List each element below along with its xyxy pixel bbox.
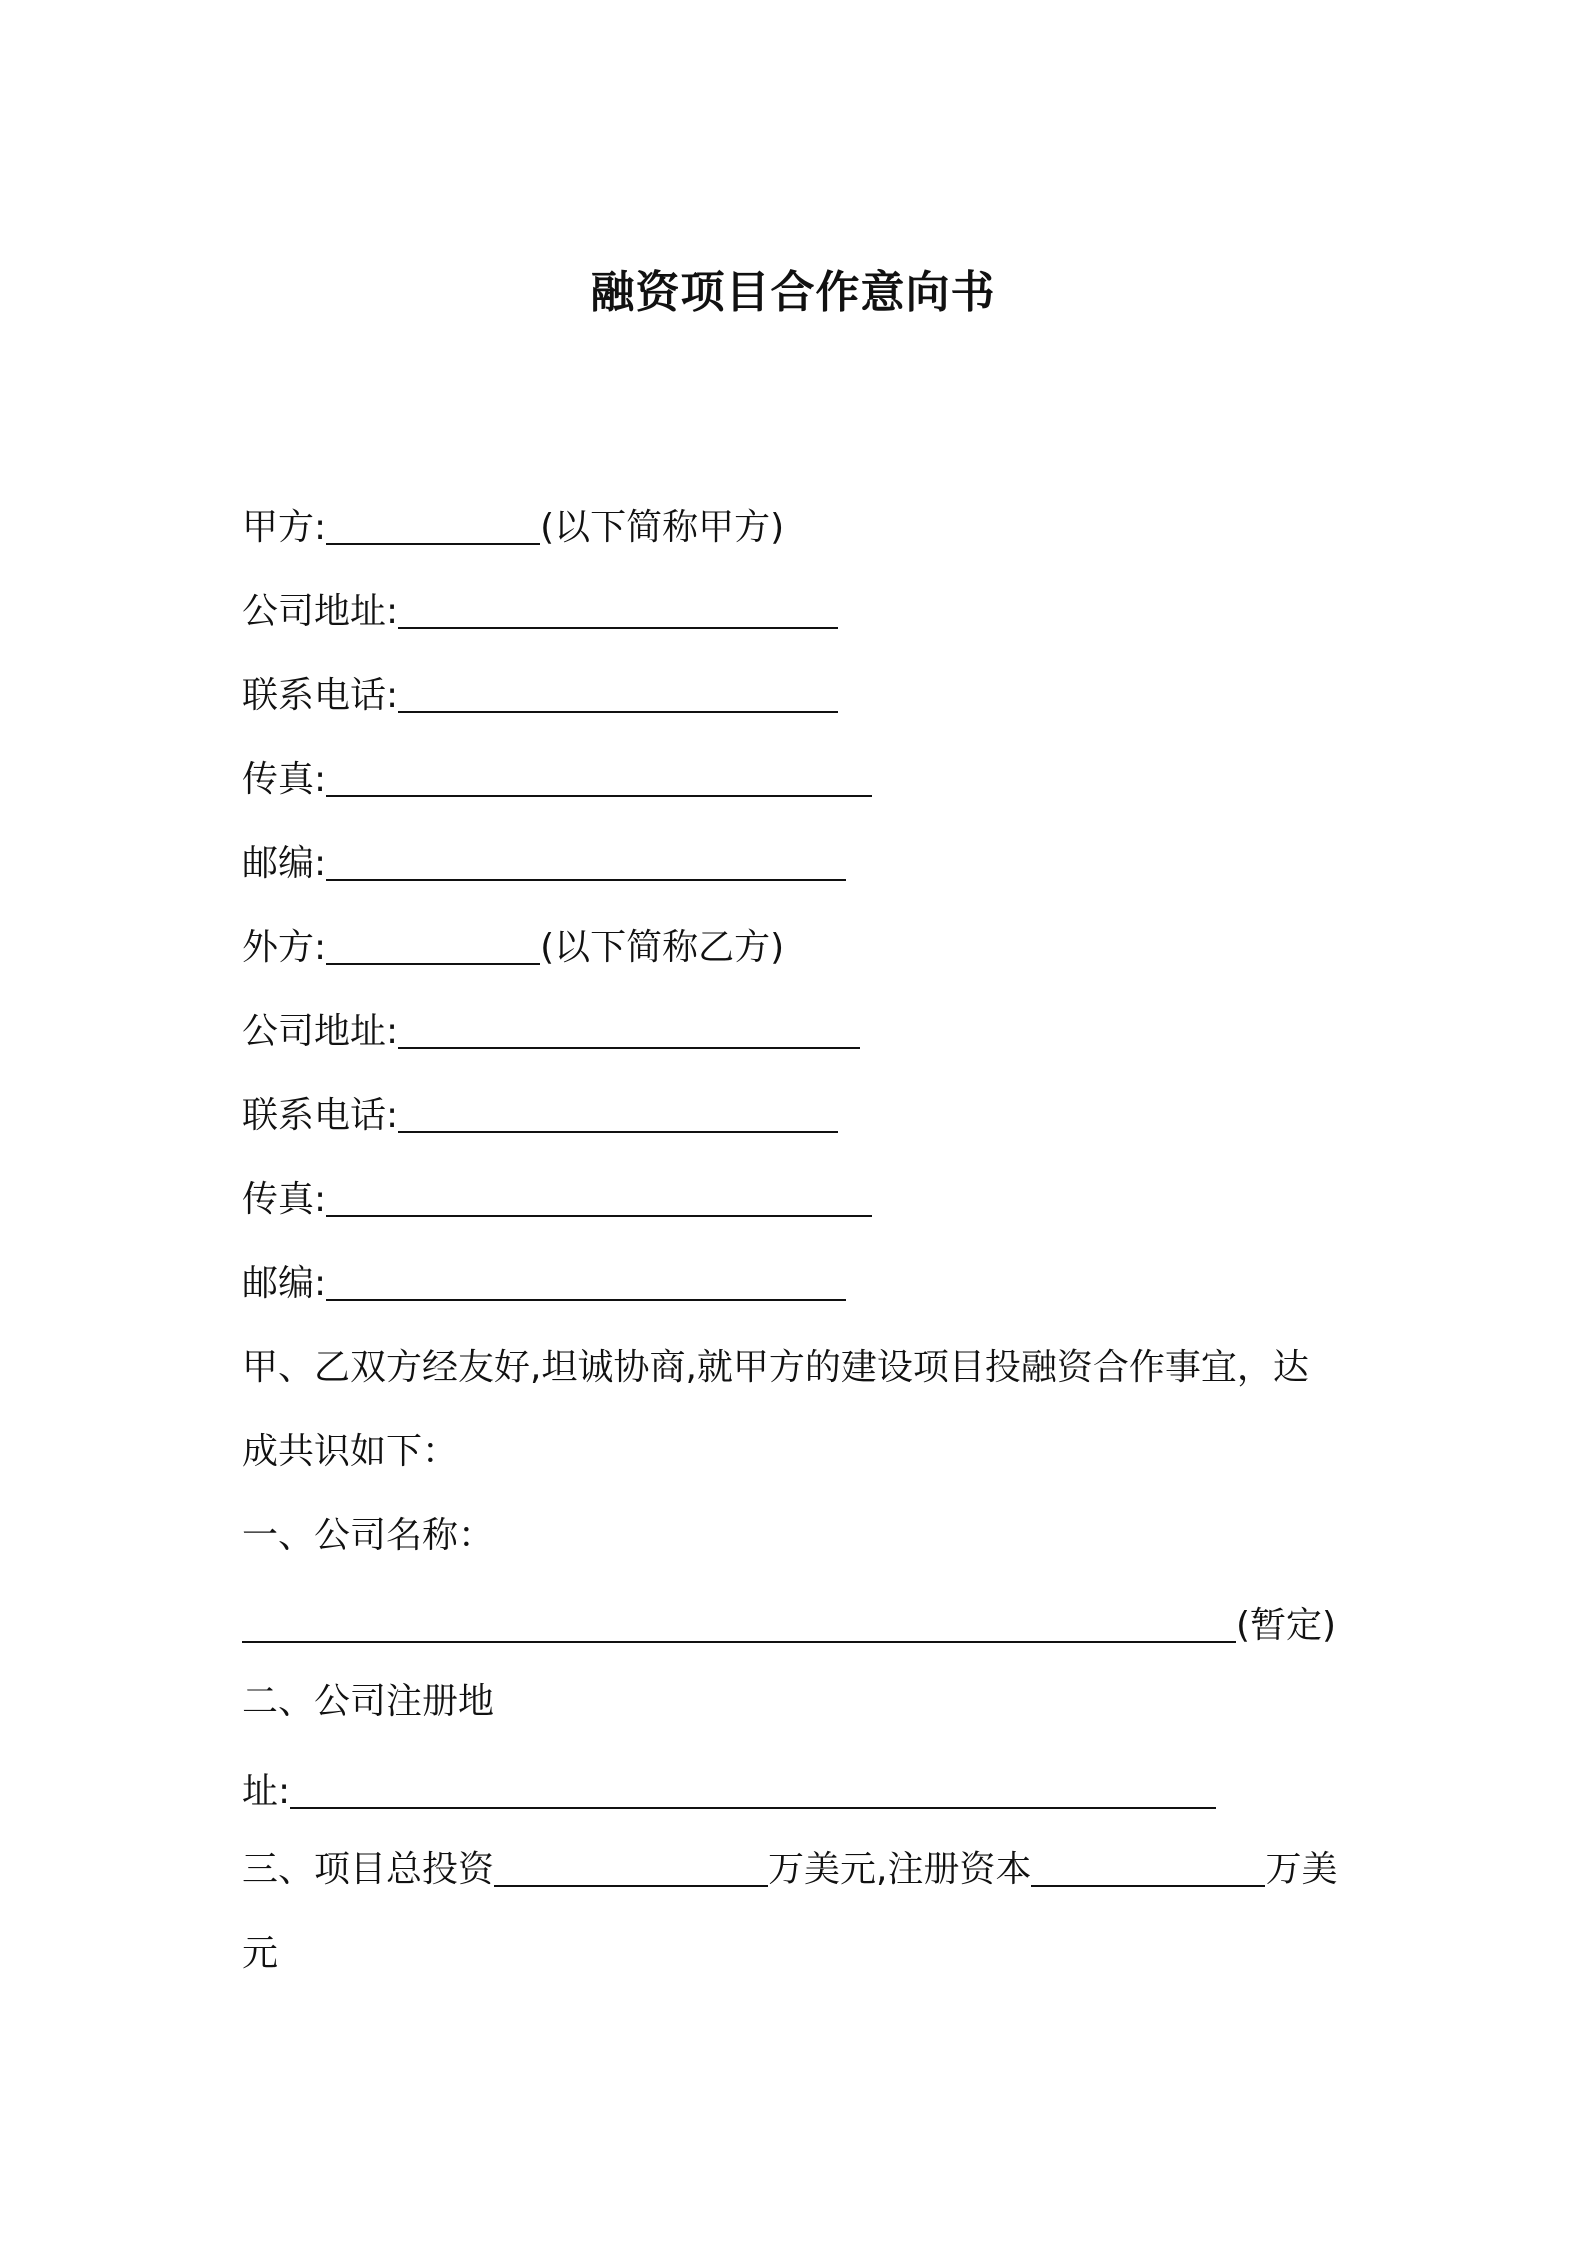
party-a-address-line — [242, 584, 838, 640]
party-a-name-suffix: (以下简称甲方) — [540, 507, 785, 548]
clause-2-heading: 二、公司注册地 — [242, 1681, 495, 1722]
clause-1-company-name-blank — [242, 1601, 1236, 1643]
party-b-name-line — [242, 920, 784, 976]
party-b-name-label: 外方: — [242, 927, 327, 968]
party-b-address-line — [242, 1004, 860, 1060]
party-a-name-blank — [326, 503, 540, 545]
party-b-postcode-label: 邮编: — [242, 1263, 327, 1304]
party-a-phone-label: 联系电话: — [242, 675, 399, 716]
clause-3-capital-blank — [1031, 1845, 1265, 1887]
intro-line-1: 甲、乙双方经友好,坦诚协商,就甲方的建设项目投融资合作事宜，达 — [242, 1347, 1309, 1388]
clause-2-address-blank — [290, 1767, 1216, 1809]
party-b-phone-blank — [398, 1091, 838, 1133]
party-a-phone-blank — [398, 671, 838, 713]
party-b-phone-label: 联系电话: — [242, 1095, 399, 1136]
party-b-address-label: 公司地址: — [242, 1011, 399, 1052]
party-a-fax-blank — [326, 755, 872, 797]
clause-1-suffix: (暂定) — [1236, 1605, 1337, 1646]
party-a-address-label: 公司地址: — [242, 591, 399, 632]
clause-3-investment-blank — [494, 1845, 768, 1887]
party-a-fax-line — [242, 752, 872, 808]
clause-3-wrap: 元 — [242, 1933, 279, 1974]
clause-3-middle: 万美元,注册资本 — [768, 1849, 1032, 1890]
party-b-fax-line — [242, 1172, 872, 1228]
clause-2-label: 址: — [242, 1771, 291, 1812]
party-a-phone-line — [242, 668, 838, 724]
party-b-postcode-blank — [326, 1259, 846, 1301]
clause-1-fill-line — [242, 1598, 1336, 1654]
party-a-fax-label: 传真: — [242, 759, 327, 800]
party-a-name-label: 甲方: — [242, 507, 327, 548]
document-title: 融资项目合作意向书 — [590, 267, 996, 318]
party-a-address-blank — [398, 587, 838, 629]
party-b-address-blank — [398, 1007, 860, 1049]
party-b-fax-blank — [326, 1175, 872, 1217]
party-a-postcode-blank — [326, 839, 846, 881]
clause-3-prefix: 三、项目总投资 — [242, 1849, 495, 1890]
party-a-postcode-label: 邮编: — [242, 843, 327, 884]
party-b-fax-label: 传真: — [242, 1179, 327, 1220]
party-a-postcode-line — [242, 836, 846, 892]
party-a-name-line — [242, 500, 784, 556]
clause-3-line — [242, 1842, 1337, 1898]
clause-3-suffix: 万美 — [1265, 1849, 1338, 1890]
party-b-name-suffix: (以下简称乙方) — [540, 927, 785, 968]
party-b-name-blank — [326, 923, 540, 965]
party-b-postcode-line — [242, 1256, 846, 1312]
clause-2-fill-line — [242, 1764, 1216, 1820]
intro-line-2: 成共识如下： — [242, 1431, 459, 1472]
clause-1-heading: 一、公司名称： — [242, 1515, 495, 1556]
party-b-phone-line — [242, 1088, 838, 1144]
